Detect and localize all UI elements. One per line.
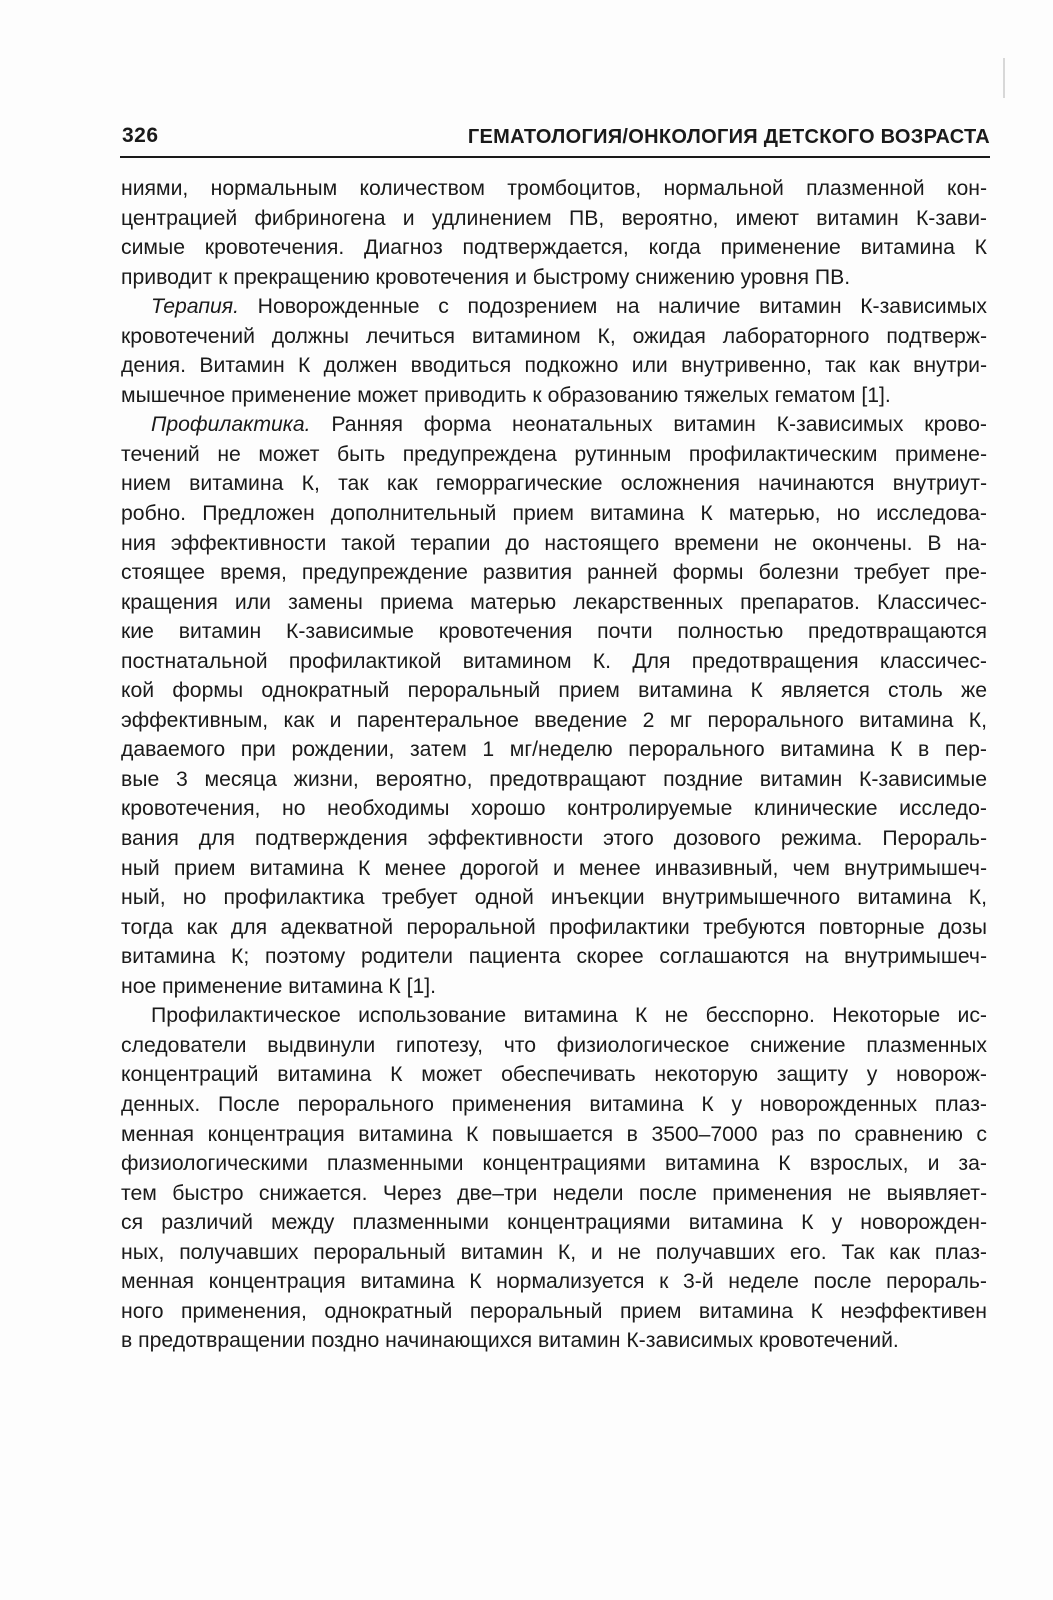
paragraph-first-line: Профилактическое использование витамина К не бесспорно. Некоторые ис- [151,1004,987,1028]
page-edge-shadow [1003,58,1005,98]
text-line: вые 3 месяца жизни, вероятно, предотвращают поздние витамин К-зависимые [121,767,987,791]
paragraph-first-line [121,410,987,440]
text-line: ных, получавших пероральный витамин К, и не получавших его. Так как плаз- [121,1240,987,1264]
text-line: тем быстро снижается. Через две–три недели после применения не выявляет- [121,1181,987,1205]
text-line: приводит к прекращению кровотечения и быстрому снижению уровня ПВ. [121,265,851,289]
text-line: стоящее время, предупреждение развития ранней формы болезни требует пре- [121,561,987,585]
text-line: менная концентрация витамина К нормализуется к 3-й неделе после перораль- [121,1270,987,1294]
text-line: кращения или замены приема матерью лекарственных препаратов. Классичес- [121,590,987,614]
text-fragment: Ранняя форма неонатальных витамин К-зависимых крово- [310,413,987,437]
text-line: симые кровотечения. Диагноз подтверждается, когда применение витамина К [121,236,987,260]
text-line: кой формы однократный пероральный прием витамина К является столь же [121,679,987,703]
text-line: течений не может быть предупреждена рутинным профилактическим примене- [121,442,987,466]
paragraph-first-line [121,292,987,322]
text-line: ный прием витамина К менее дорогой и менее инвазивный, чем внутримышеч- [121,856,987,880]
text-line: даваемого при рождении, затем 1 мг/неделю перорального витамина К в пер- [121,738,987,762]
text-line: физиологическими плазменными концентрациями витамина К взрослых, и за- [121,1152,987,1176]
section-lead-therapy: Терапия. [151,295,239,319]
text-line: ся различий между плазменными концентрациями витамина К у новорожден- [121,1211,987,1235]
text-line: кровотечений должны лечиться витамином К, ожидая лабораторного подтверж- [121,324,987,348]
text-line: постнатальной профилактикой витамином К. Для предотвращения классичес- [121,649,987,673]
text-line: мышечное применение может приводить к образованию тяжелых гематом [1]. [121,383,891,407]
text-line: дения. Витамин К должен вводиться подкожно или внутривенно, так как внутри- [121,354,987,378]
text-line: следователи выдвинули гипотезу, что физиологическое снижение плазменных [121,1033,987,1057]
text-line: эффективным, как и парентеральное введение 2 мг перорального витамина К, [121,708,987,732]
text-line: ного применения, однократный пероральный прием витамина К неэффективен [121,1299,987,1323]
body-text [121,174,987,1356]
text-line: робно. Предложен дополнительный прием витамина К матерью, но исследова- [121,502,987,526]
text-line: центрацией фибриногена и удлинением ПВ, вероятно, имеют витамин К-зави- [121,206,987,230]
page-header [120,122,990,158]
text-line: кие витамин К-зависимые кровотечения почти полностью предотвращаются [121,620,987,644]
text-line: ное применение витамина К [1]. [121,974,437,998]
section-lead-prophylaxis: Профилактика. [151,413,311,437]
text-line: вания для подтверждения эффективности этого дозового режима. Перораль- [121,827,987,851]
text-line: витамина К; поэтому родители пациента скорее соглашаются на внутримышеч- [121,945,987,969]
text-line: ный, но профилактика требует одной инъекции внутримышечного витамина К, [121,886,987,910]
text-line: кровотечения, но необходимы хорошо контролируемые клинические исследо- [121,797,987,821]
text-line: ния эффективности такой терапии до настоящего времени не окончены. В на- [121,531,987,555]
text-line: денных. После перорального применения витамина К у новорожденных плаз- [121,1092,987,1116]
text-line: ниями, нормальным количеством тромбоцитов, нормальной плазменной кон- [121,177,987,200]
text-line: нием витамина К, так как геморрагические осложнения начинаются внутриут- [121,472,987,496]
running-head: ГЕМАТОЛОГИЯ/ОНКОЛОГИЯ ДЕТСКОГО ВОЗРАСТА [467,126,990,148]
text-line: в предотвращении поздно начинающихся витамин К-зависимых кровотечений. [121,1329,899,1353]
text-line: менная концентрация витамина К повышается в 3500–7000 раз по сравнению с [121,1122,987,1146]
page-number: 326 [122,124,159,147]
text-fragment: Новорожденные с подозрением на наличие витамин К-зависимых [239,295,987,319]
text-line: концентраций витамина К может обеспечивать некоторую защиту у новорож- [121,1063,987,1087]
text-line: тогда как для адекватной пероральной профилактики требуются повторные дозы [121,915,987,939]
